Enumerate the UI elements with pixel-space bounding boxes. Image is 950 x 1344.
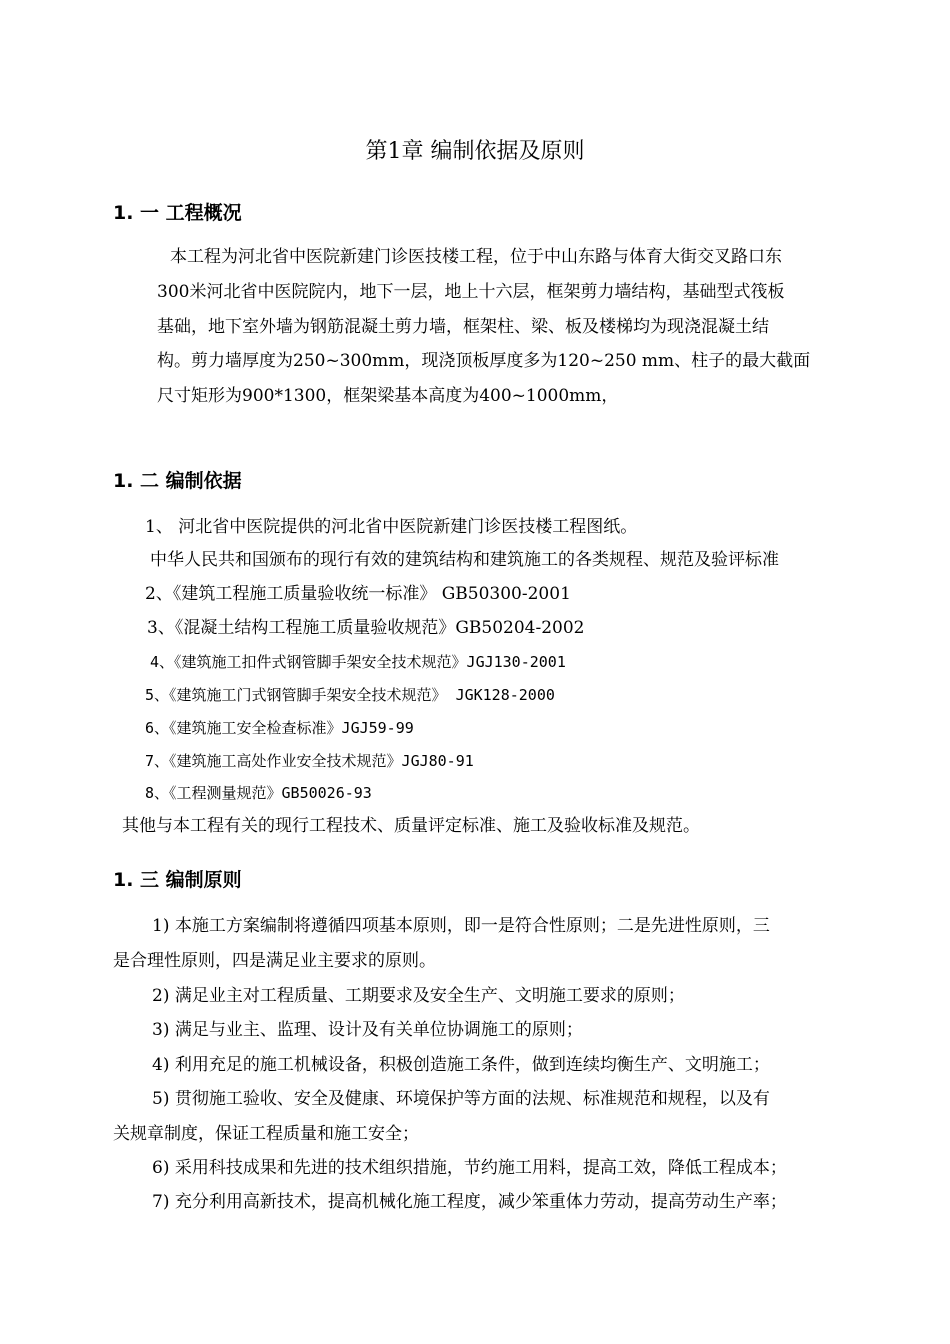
chapter-title: 第1章 编制依据及原则 — [365, 139, 585, 164]
list-item: 3、《混凝土结构工程施工质量验收规范》GB50204-2002 — [147, 618, 585, 638]
list-item: 5、《建筑施工门式钢管脚手架安全技术规范》 JGK128-2000 — [145, 686, 555, 704]
paragraph-line: 基础，地下室外墙为钢筋混凝土剪力墙，框架柱、梁、板及楼梯均为现浇混凝土结 — [157, 317, 769, 337]
list-item: 4) 利用充足的施工机械设备，积极创造施工条件，做到连续均衡生产、文明施工； — [152, 1055, 770, 1075]
paragraph-line: 本工程为河北省中医院新建门诊医技楼工程，位于中山东路与体育大街交叉路口东 — [170, 247, 782, 267]
section-heading-principles: 1. 三 编制原则 — [113, 869, 242, 891]
list-item: 6) 采用科技成果和先进的技术组织措施，节约施工用料，提高工效，降低工程成本； — [152, 1158, 787, 1178]
paragraph-line: 中华人民共和国颁布的现行有效的建筑结构和建筑施工的各类规程、规范及验评标准 — [150, 550, 779, 570]
paragraph-line: 是合理性原则，四是满足业主要求的原则。 — [113, 951, 436, 971]
list-item: 1) 本施工方案编制将遵循四项基本原则，即一是符合性原则；二是先进性原则，三 — [152, 916, 770, 936]
paragraph-line: 构。剪力墙厚度为250~300mm，现浇顶板厚度多为120~250 mm、柱子的最大截面 — [157, 351, 811, 371]
list-item: 3) 满足与业主、监理、设计及有关单位协调施工的原则； — [152, 1020, 583, 1040]
section-heading-basis: 1. 二 编制依据 — [113, 470, 242, 492]
list-item: 5) 贯彻施工验收、安全及健康、环境保护等方面的法规、标准规范和规程，以及有 — [152, 1089, 770, 1109]
list-item: 8、《工程测量规范》GB50026-93 — [145, 784, 372, 802]
list-item: 2) 满足业主对工程质量、工期要求及安全生产、文明施工要求的原则； — [152, 986, 685, 1006]
list-item: 2、《建筑工程施工质量验收统一标准》 GB50300-2001 — [145, 584, 571, 604]
list-item: 1、 河北省中医院提供的河北省中医院新建门诊医技楼工程图纸。 — [145, 517, 638, 537]
paragraph-line: 尺寸矩形为900*1300，框架梁基本高度为400~1000mm， — [157, 386, 619, 406]
list-item: 7) 充分利用高新技术，提高机械化施工程度，减少笨重体力劳动，提高劳动生产率； — [152, 1192, 787, 1212]
paragraph-line: 关规章制度，保证工程质量和施工安全； — [113, 1124, 419, 1144]
list-item: 4、《建筑施工扣件式钢管脚手架安全技术规范》JGJ130-2001 — [150, 653, 566, 671]
section-heading-overview: 1. 一 工程概况 — [113, 202, 242, 224]
list-item: 6、《建筑施工安全检查标准》JGJ59-99 — [145, 719, 414, 737]
list-item: 7、《建筑施工高处作业安全技术规范》JGJ80-91 — [145, 752, 474, 770]
paragraph-line: 300米河北省中医院院内，地下一层，地上十六层，框架剪力墙结构，基础型式筏板 — [157, 282, 785, 302]
paragraph-line: 其他与本工程有关的现行工程技术、质量评定标准、施工及验收标准及规范。 — [122, 816, 700, 836]
